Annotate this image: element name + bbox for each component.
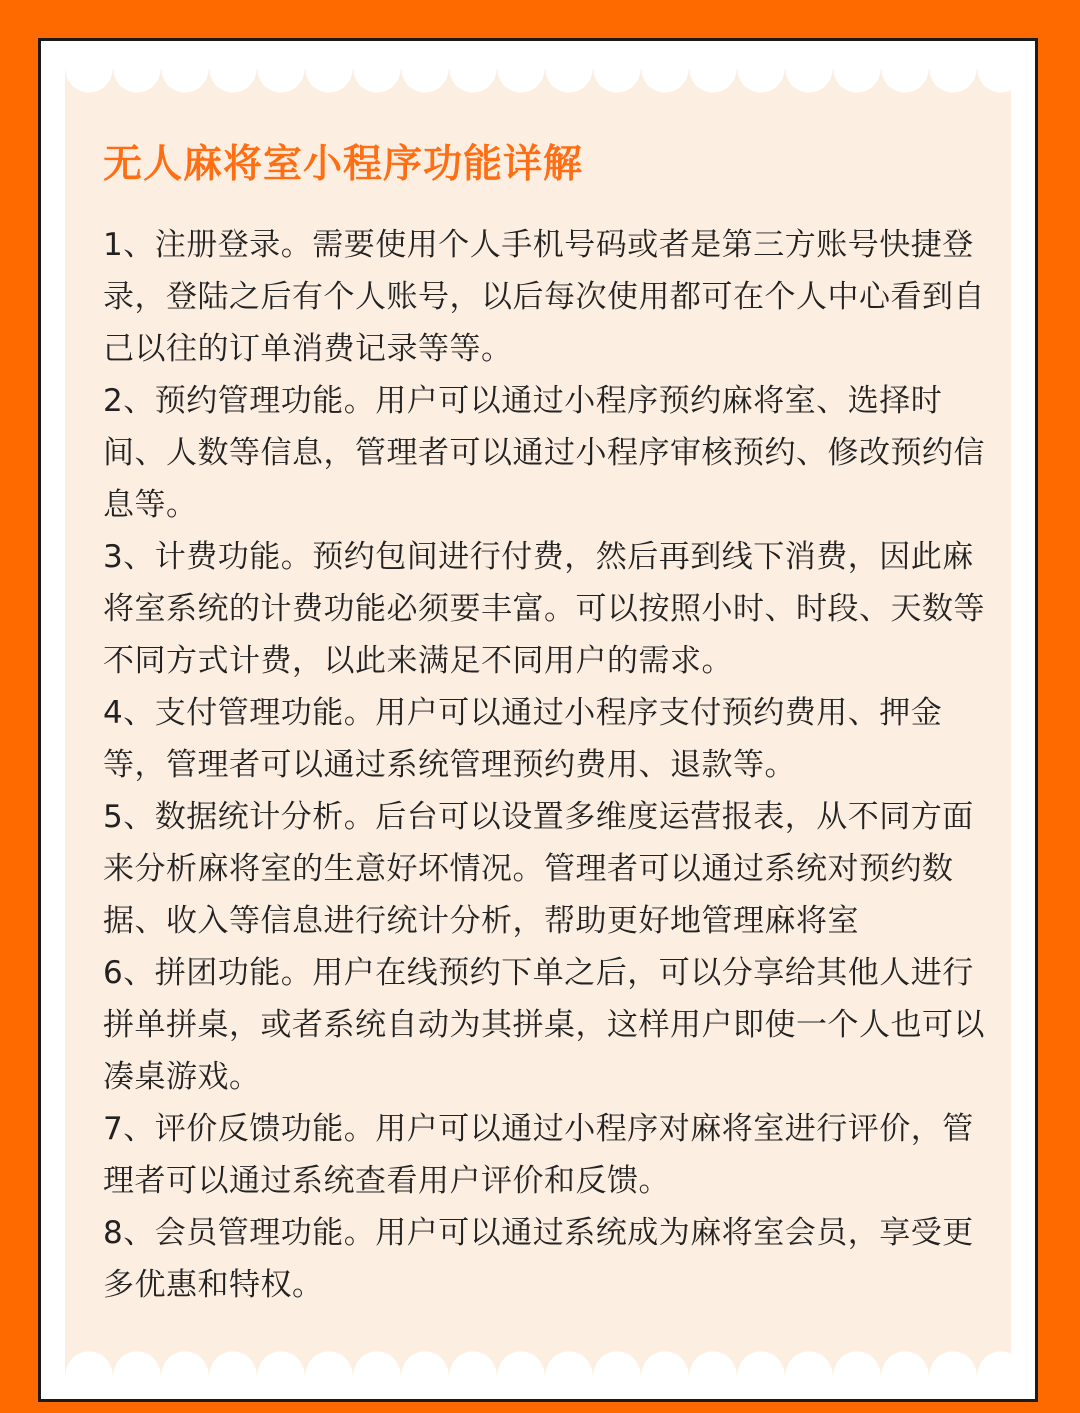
feature-item-5: 5、数据统计分析。后台可以设置多维度运营报表，从不同方面来分析麻将室的生意好坏情况。管理者可以通过系统对预约数据、收入等信息进行统计分析，帮助更好地管理麻将室 xyxy=(103,799,974,939)
scalloped-top-edge xyxy=(65,69,1011,111)
feature-item-7: 7、评价反馈功能。用户可以通过小程序对麻将室进行评价，管理者可以通过系统查看用户评价和反馈。 xyxy=(103,1111,974,1199)
feature-item-4: 4、支付管理功能。用户可以通过小程序支付预约费用、押金等，管理者可以通过系统管理预约费用、退款等。 xyxy=(103,695,943,783)
feature-item-3: 3、计费功能。预约包间进行付费，然后再到线下消费，因此麻将室系统的计费功能必须要丰富。可以按照小时、时段、天数等不同方式计费，以此来满足不同用户的需求。 xyxy=(103,539,985,679)
feature-item-8: 8、会员管理功能。用户可以通过系统成为麻将室会员，享受更多优惠和特权。 xyxy=(103,1215,974,1303)
scalloped-bottom-edge xyxy=(65,1333,1011,1375)
feature-item-6: 6、拼团功能。用户在线预约下单之后，可以分享给其他人进行拼单拼桌，或者系统自动为其拼桌，这样用户即使一个人也可以凑桌游戏。 xyxy=(103,955,985,1095)
feature-item-1: 1、注册登录。需要使用个人手机号码或者是第三方账号快捷登录，登陆之后有个人账号，以后每次使用都可在个人中心看到自己以往的订单消费记录等等。 xyxy=(103,227,985,367)
feature-list xyxy=(103,219,988,1311)
page-title: 无人麻将室小程序功能详解 xyxy=(103,142,584,187)
card-frame xyxy=(38,38,1038,1402)
feature-item-2: 2、预约管理功能。用户可以通过小程序预约麻将室、选择时间、人数等信息，管理者可以通过小程序审核预约、修改预约信息等。 xyxy=(103,383,985,523)
